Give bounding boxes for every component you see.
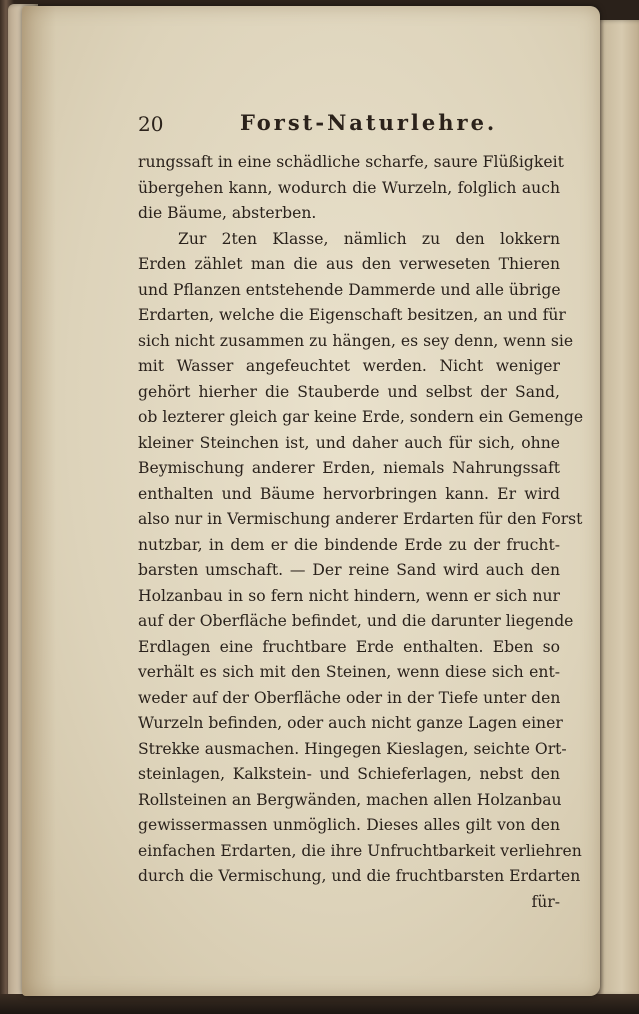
text-line: gehört hierher die Stauberde und selbst der Sand, xyxy=(138,382,560,401)
text-line: Strekke ausmachen. Hingegen Kieslagen, seichte Ort- xyxy=(138,739,567,758)
text-line: kleiner Steinchen ist, und daher auch für sich, ohne xyxy=(138,433,560,452)
text-line: durch die Vermischung, und die fruchtbarsten Erdarten xyxy=(138,867,581,885)
text-line: enthalten und Bäume hervorbringen kann. Er wird xyxy=(138,484,560,503)
text-line: mit Wasser angefeuchtet werden. Nicht weniger xyxy=(138,357,560,375)
text-line: die Bäume, absterben. xyxy=(138,204,317,222)
text-line: nutzbar, in dem er die bindende Erde zu der frucht- xyxy=(138,535,560,554)
text-line: sich nicht zusammen zu hängen, es sey denn, wenn sie xyxy=(138,331,574,350)
text-line: also nur in Vermischung anderer Erdarten für den Forst xyxy=(138,510,583,528)
text-line: weder auf der Oberfläche oder in der Tiefe unter den xyxy=(138,688,561,707)
text-line: Erdarten, welche die Eigenschaft besitzen, an und für xyxy=(138,306,566,324)
text-line: Holzanbau in so fern nicht hindern, wenn er sich nur xyxy=(138,586,560,605)
text-line: steinlagen, Kalkstein- und Schieferlagen, nebst den xyxy=(138,765,560,783)
bottom-shadow xyxy=(0,994,639,1014)
text-line: Wurzeln befinden, oder auch nicht ganze Lagen einer xyxy=(138,714,563,732)
text-line: barsten umschaft. — Der reine Sand wird auch den xyxy=(138,561,560,579)
text-line: Rollsteinen an Bergwänden, machen allen Holzanbau xyxy=(138,790,562,809)
text-line: Zur 2ten Klasse, nämlich zu den lokkern xyxy=(178,229,560,248)
text-line: gewissermassen unmöglich. Dieses alles gilt von den xyxy=(138,816,560,834)
facing-page-edge xyxy=(596,20,639,996)
text-line: und Pflanzen entstehende Dammerde und alle übrige xyxy=(138,280,561,299)
page-header xyxy=(138,108,558,142)
body-text xyxy=(138,150,584,915)
page-number: 20 xyxy=(138,112,164,136)
catchword: für- xyxy=(531,892,560,911)
text-line: einfachen Erdarten, die ihre Unfruchtbarkeit verliehren xyxy=(138,841,582,860)
text-line: auf der Oberfläche befindet, und die darunter liegende xyxy=(138,612,574,630)
text-line: Beymischung anderer Erden, niemals Nahrungssaft xyxy=(138,459,560,477)
running-title: Forst-Naturlehre. xyxy=(240,110,498,135)
text-line: rungssaft in eine schädliche scharfe, saure Flüßigkeit xyxy=(138,153,564,171)
text-line: übergehen kann, wodurch die Wurzeln, folglich auch xyxy=(138,178,560,197)
text-line: verhält es sich mit den Steinen, wenn diese sich ent- xyxy=(138,663,560,681)
text-line: ob lezterer gleich gar keine Erde, sondern ein Gemenge xyxy=(138,408,584,426)
text-line: Erden zählet man die aus den verweseten Thieren xyxy=(138,255,560,273)
text-line: Erdlagen eine fruchtbare Erde enthalten. Eben so xyxy=(138,637,560,656)
